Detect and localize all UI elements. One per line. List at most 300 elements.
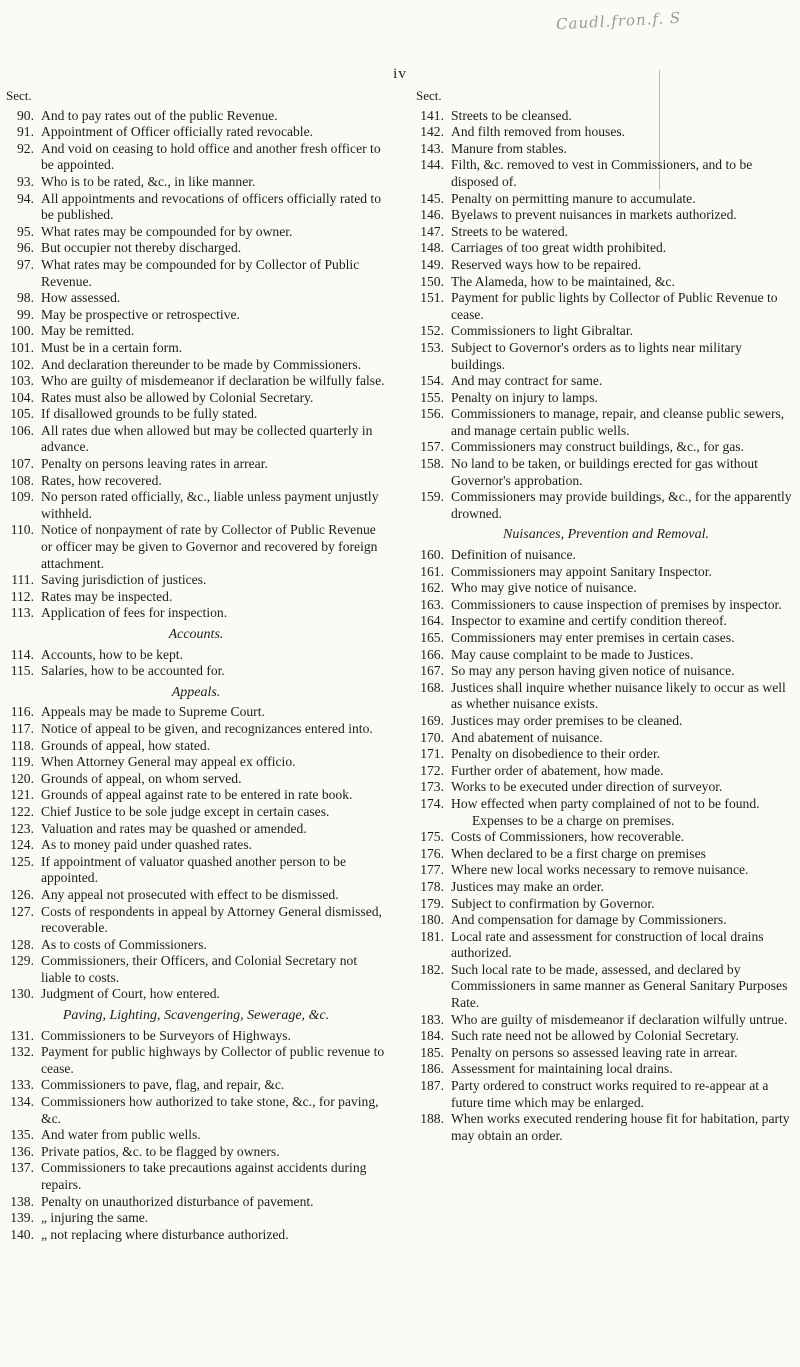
section-title: Such rate need not be allowed by Colonial Secretary.	[451, 1028, 739, 1044]
section-title: And abatement of nuisance.	[451, 729, 603, 745]
toc-entry	[416, 912, 796, 929]
section-number: 152.	[420, 323, 444, 339]
toc-entry	[416, 124, 796, 141]
section-title: No land to be taken, or buildings erected for gas without Governor's approbation.	[451, 456, 758, 488]
section-number: 138.	[10, 1193, 34, 1209]
section-title: Must be in a certain form.	[41, 339, 183, 355]
section-title: Costs of respondents in appeal by Attorney General dismissed, recoverable.	[41, 903, 382, 936]
section-number: 135.	[10, 1127, 34, 1143]
section-title: Who is to be rated, &c., in like manner.	[41, 173, 256, 189]
toc-entry	[6, 323, 386, 340]
section-title: Notice of appeal to be given, and recognizances entered into.	[41, 720, 373, 736]
section-title: Justices shall inquire whether nuisance likely to occur as well as whether nuisance exists.	[451, 679, 786, 712]
section-number: 137.	[10, 1160, 34, 1176]
section-title: Payment for public lights by Collector of Public Revenue to cease.	[451, 290, 778, 322]
section-number: 141.	[420, 107, 444, 123]
toc-entry	[6, 1028, 386, 1045]
section-title: Any appeal not prosecuted with effect to be dismissed.	[41, 886, 339, 902]
page-number: iv	[393, 66, 407, 82]
section-number: 102.	[10, 356, 34, 372]
toc-entry	[416, 439, 796, 456]
section-title: If appointment of valuator quashed another person to be appointed.	[41, 853, 347, 886]
section-number: 125.	[10, 853, 34, 869]
section-title: Where new local works necessary to remove nuisance.	[451, 862, 749, 878]
section-title: As to costs of Commissioners.	[41, 936, 207, 952]
toc-entry	[6, 108, 386, 125]
left-entries	[6, 108, 386, 1244]
section-number: 95.	[17, 223, 34, 239]
section-title: Who are guilty of misdemeanor if declaration be wilfully false.	[41, 373, 385, 389]
toc-entry	[416, 1028, 796, 1045]
section-number: 105.	[10, 406, 34, 422]
toc-entry	[6, 1194, 386, 1211]
section-number: 145.	[420, 190, 444, 206]
section-number: 144.	[420, 157, 444, 173]
toc-entry	[416, 1012, 796, 1029]
toc-entry	[6, 647, 386, 664]
section-title: The Alameda, how to be maintained, &c.	[451, 273, 675, 289]
toc-entry	[6, 240, 386, 257]
section-title: And filth removed from houses.	[451, 124, 626, 140]
section-number: 165.	[420, 630, 444, 645]
section-title: If disallowed grounds to be fully stated.	[41, 406, 258, 422]
toc-entry	[416, 846, 796, 863]
section-number: 146.	[420, 207, 444, 223]
section-title: „ injuring the same.	[41, 1210, 149, 1226]
section-number: 186.	[420, 1061, 444, 1077]
section-number: 115.	[10, 663, 34, 679]
section-title: Penalty on persons leaving rates in arrear.	[41, 456, 268, 472]
section-title: Commissioners to pave, flag, and repair, &c.	[41, 1077, 285, 1093]
toc-entry	[416, 680, 796, 713]
section-title: And may contract for same.	[451, 373, 603, 389]
section-title: What rates may be compounded for by owner.	[41, 223, 293, 239]
section-number: 153.	[420, 339, 444, 355]
section-number: 114.	[10, 646, 34, 662]
section-title: Commissioners may enter premises in certain cases.	[451, 630, 735, 645]
toc-entry	[416, 1111, 796, 1144]
toc-entry	[6, 1210, 386, 1227]
section-number: 187.	[420, 1078, 444, 1094]
section-number: 103.	[10, 373, 34, 389]
section-title: Grounds of appeal, how stated.	[41, 737, 211, 753]
section-title: Further order of abatement, how made.	[451, 762, 664, 778]
toc-entry	[416, 613, 796, 630]
toc-entry	[416, 141, 796, 158]
toc-entry	[6, 605, 386, 622]
toc-entry	[6, 357, 386, 374]
toc-entry	[6, 589, 386, 606]
section-number: 110.	[10, 522, 34, 538]
toc-entry	[416, 489, 796, 522]
section-number: 109.	[10, 489, 34, 505]
section-title: Appeals may be made to Supreme Court.	[41, 704, 265, 720]
section-title: Commissioners how authorized to take stone, &c., for paving, &c.	[41, 1094, 379, 1126]
toc-entry	[6, 904, 386, 937]
section-title: Grounds of appeal against rate to be entered in rate book.	[41, 787, 353, 803]
right-column	[416, 88, 796, 1144]
section-number: 173.	[420, 779, 444, 795]
section-title: „ not replacing where disturbance authorized.	[41, 1226, 289, 1242]
toc-entry	[6, 124, 386, 141]
toc-entry	[6, 473, 386, 490]
toc-entry	[6, 191, 386, 224]
section-title: What rates may be compounded for by Collector of Public Revenue.	[41, 256, 360, 289]
section-title: All rates due when allowed but may be collected quarterly in advance.	[41, 422, 373, 455]
section-title: Commissioners may provide buildings, &c., for the apparently drowned.	[451, 489, 792, 521]
toc-entry	[416, 191, 796, 208]
section-title: Who are guilty of misdemeanor if declaration wilfully untrue.	[451, 1011, 788, 1027]
section-title: Commissioners to cause inspection of premises by inspector.	[451, 596, 782, 612]
section-number: 171.	[420, 746, 444, 762]
toc-entry	[416, 564, 796, 581]
section-title: Inspector to examine and certify condition thereof.	[451, 613, 727, 629]
toc-entry	[6, 456, 386, 473]
section-title: Penalty on permitting manure to accumulate.	[451, 190, 696, 206]
section-number: 188.	[420, 1111, 444, 1127]
section-title: Payment for public highways by Collector of public revenue to cease.	[41, 1044, 385, 1076]
toc-entry	[416, 879, 796, 896]
toc-entry	[6, 390, 386, 407]
toc-entry	[416, 746, 796, 763]
section-number: 158.	[420, 456, 444, 472]
section-number: 108.	[10, 472, 34, 488]
section-header-label: Sect.	[6, 88, 32, 103]
section-number: 180.	[420, 912, 444, 928]
section-number: 107.	[10, 456, 34, 472]
toc-entry	[6, 290, 386, 307]
section-number: 117.	[10, 720, 34, 736]
section-title: So may any person having given notice of nuisance.	[451, 663, 735, 679]
toc-entry	[6, 721, 386, 738]
section-title: And void on ceasing to hold office and another fresh officer to be appointed.	[41, 140, 381, 173]
section-title: Subject to Governor's orders as to lights near military buildings.	[451, 339, 742, 372]
toc-entry	[416, 240, 796, 257]
section-title: Definition of nuisance.	[451, 547, 576, 563]
section-number: 106.	[10, 422, 34, 438]
section-number: 124.	[10, 837, 34, 853]
section-title: Such local rate to be made, assessed, and declared by Commissioners in same manner as General Sanitary Purposes Rate.	[451, 961, 788, 1011]
group-heading: Nuisances, Prevention and Removal.	[503, 527, 709, 543]
section-number: 96.	[17, 240, 34, 256]
section-number: 162.	[420, 580, 444, 596]
section-title: Application of fees for inspection.	[41, 605, 228, 621]
section-title: Commissioners may construct buildings, &c., for gas.	[451, 439, 744, 455]
section-number: 119.	[10, 754, 34, 770]
toc-entry	[6, 821, 386, 838]
section-title: Who may give notice of nuisance.	[451, 580, 637, 596]
section-title: Assessment for maintaining local drains.	[451, 1061, 673, 1077]
section-number: 155.	[420, 389, 444, 405]
section-title: Rates may be inspected.	[41, 588, 173, 604]
handwritten-annotation: Caudl.fron.f. S	[555, 8, 682, 34]
section-number: 120.	[10, 770, 34, 786]
section-title: No person rated officially, &c., liable unless payment unjustly withheld.	[41, 489, 379, 521]
toc-entry	[6, 754, 386, 771]
toc-entry	[6, 937, 386, 954]
section-title: And declaration thereunder to be made by Commissioners.	[41, 356, 362, 372]
toc-entry	[416, 713, 796, 730]
section-title: Costs of Commissioners, how recoverable.	[451, 829, 685, 845]
section-number: 177.	[420, 862, 444, 878]
toc-entry	[416, 406, 796, 439]
section-number: 163.	[420, 596, 444, 612]
toc-entry	[416, 257, 796, 274]
toc-entry	[6, 572, 386, 589]
section-title: Saving jurisdiction of justices.	[41, 572, 207, 588]
section-title: Commissioners, their Officers, and Colonial Secretary not liable to costs.	[41, 953, 358, 985]
section-number: 185.	[420, 1044, 444, 1060]
section-number: 134.	[10, 1094, 34, 1110]
section-number: 136.	[10, 1143, 34, 1159]
section-title: Chief Justice to be sole judge except in certain cases.	[41, 803, 330, 819]
section-number: 140.	[10, 1226, 34, 1242]
section-number: 131.	[10, 1027, 34, 1043]
section-number: 94.	[17, 190, 34, 206]
section-number: 166.	[420, 646, 444, 662]
section-title: Penalty on injury to lamps.	[451, 389, 598, 405]
section-number: 168.	[420, 679, 444, 695]
right-entries	[416, 108, 796, 1145]
toc-entry	[416, 962, 796, 1012]
toc-entry	[416, 547, 796, 564]
section-title: Accounts, how to be kept.	[41, 646, 183, 662]
section-number: 93.	[17, 173, 34, 189]
toc-entry	[6, 257, 386, 290]
toc-entry	[416, 290, 796, 323]
toc-entry	[6, 837, 386, 854]
section-title: How effected when party complained of not to be found.	[451, 795, 760, 811]
section-number: 91.	[17, 124, 34, 140]
section-title: May be prospective or retrospective.	[41, 306, 240, 322]
toc-entry	[416, 207, 796, 224]
toc-entry	[416, 630, 796, 647]
section-number: 151.	[420, 290, 444, 306]
section-number: 181.	[420, 928, 444, 944]
section-title: When Attorney General may appeal ex officio.	[41, 754, 296, 770]
toc-entry	[6, 522, 386, 572]
toc-entry	[6, 224, 386, 241]
toc-entry	[6, 174, 386, 191]
group-heading: Appeals.	[171, 684, 221, 700]
section-title: Rates must also be allowed by Colonial Secretary.	[41, 389, 314, 405]
left-column	[6, 88, 386, 1243]
section-title: Salaries, how to be accounted for.	[41, 663, 225, 679]
toc-entry	[416, 796, 796, 813]
toc-entry	[6, 1160, 386, 1193]
section-title: Notice of nonpayment of rate by Collector of Public Revenue or officer may be given to Governor and recovered by foreign attachment.	[41, 522, 378, 571]
section-title: Reserved ways how to be repaired.	[451, 256, 642, 272]
toc-entry	[416, 157, 796, 190]
section-title: Commissioners to light Gibraltar.	[451, 323, 633, 339]
section-number: 182.	[420, 961, 444, 977]
section-number: 149.	[420, 256, 444, 272]
toc-entry	[416, 323, 796, 340]
toc-entry	[416, 730, 796, 747]
toc-entry	[416, 1061, 796, 1078]
section-number: 169.	[420, 712, 444, 728]
section-title: Commissioners to manage, repair, and cleanse public sewers, and manage certain public wells.	[451, 406, 785, 438]
section-title: Commissioners may appoint Sanitary Inspector.	[451, 563, 712, 579]
section-number: 97.	[17, 256, 34, 272]
section-number: 161.	[420, 563, 444, 579]
section-number: 128.	[10, 936, 34, 952]
section-number: 176.	[420, 845, 444, 861]
toc-entry	[6, 1127, 386, 1144]
toc-entry	[6, 406, 386, 423]
section-number: 133.	[10, 1077, 34, 1093]
toc-entry	[6, 986, 386, 1003]
section-number: 99.	[17, 306, 34, 322]
toc-entry	[416, 224, 796, 241]
toc-entry	[6, 771, 386, 788]
section-number: 118.	[10, 737, 34, 753]
toc-entry	[6, 1094, 386, 1127]
toc-entry	[6, 704, 386, 721]
section-title: And water from public wells.	[41, 1127, 201, 1143]
section-title: May be remitted.	[41, 323, 135, 339]
section-number: 184.	[420, 1028, 444, 1044]
section-title: All appointments and revocations of officers officially rated to be published.	[41, 190, 381, 223]
section-number: 147.	[420, 223, 444, 239]
section-number: 100.	[10, 323, 34, 339]
toc-entry	[416, 580, 796, 597]
section-title: Party ordered to construct works required to re-appear at a future time which may be enlarged.	[451, 1078, 769, 1110]
section-number: 159.	[420, 489, 444, 505]
section-number: 127.	[10, 903, 34, 919]
section-number: 183.	[420, 1011, 444, 1027]
section-title: May cause complaint to be made to Justices.	[451, 646, 694, 662]
section-title: Carriages of too great width prohibited.	[451, 240, 667, 256]
toc-entry	[416, 274, 796, 291]
section-title: Streets to be watered.	[451, 223, 569, 239]
toc-entry	[6, 854, 386, 887]
section-title: Rates, how recovered.	[41, 472, 162, 488]
section-title: And compensation for damage by Commissioners.	[451, 912, 727, 928]
section-number: 179.	[420, 895, 444, 911]
toc-entry	[6, 423, 386, 456]
toc-entry	[416, 1078, 796, 1111]
section-title: Local rate and assessment for construction of local drains authorized.	[451, 928, 764, 961]
section-number: 101.	[10, 339, 34, 355]
section-title: Justices may make an order.	[451, 878, 604, 894]
section-number: 116.	[10, 704, 34, 720]
section-number: 122.	[10, 803, 34, 819]
toc-entry	[6, 804, 386, 821]
section-number: 132.	[10, 1044, 34, 1060]
section-number: 139.	[10, 1210, 34, 1226]
toc-entry	[416, 456, 796, 489]
section-title: When works executed rendering house fit for habitation, party may obtain an order.	[451, 1111, 790, 1143]
toc-entry	[6, 489, 386, 522]
toc-entry	[416, 647, 796, 664]
section-number: 143.	[420, 140, 444, 156]
section-number: 123.	[10, 820, 34, 836]
toc-entry	[6, 340, 386, 357]
section-number: 164.	[420, 613, 444, 629]
toc-entry	[6, 787, 386, 804]
section-number: 175.	[420, 829, 444, 845]
toc-entry	[6, 953, 386, 986]
toc-entry	[416, 763, 796, 780]
section-number: 111.	[11, 572, 34, 588]
section-title: Subject to confirmation by Governor.	[451, 895, 655, 911]
section-number: 150.	[420, 273, 444, 289]
section-title: Appointment of Officer officially rated revocable.	[41, 124, 314, 140]
section-title: Manure from stables.	[451, 140, 567, 156]
section-title: Streets to be cleansed.	[451, 107, 572, 123]
section-title: How assessed.	[41, 290, 121, 306]
toc-entry	[6, 738, 386, 755]
section-title: Penalty on disobedience to their order.	[451, 746, 661, 762]
section-number: 157.	[420, 439, 444, 455]
toc-entry	[416, 829, 796, 846]
section-number: 90.	[17, 107, 34, 123]
section-number: 156.	[420, 406, 444, 422]
section-number: 174.	[420, 795, 444, 811]
group-heading: Paving, Lighting, Scavengering, Sewerage, &c.	[62, 1008, 330, 1024]
section-title: Works to be executed under direction of surveyor.	[451, 779, 723, 795]
toc-entry	[6, 887, 386, 904]
section-title: Byelaws to prevent nuisances in markets authorized.	[451, 207, 737, 223]
section-title: Justices may order premises to be cleaned.	[451, 712, 683, 728]
toc-entry	[416, 597, 796, 614]
toc-entry	[416, 390, 796, 407]
toc-entry	[416, 779, 796, 796]
section-title: And to pay rates out of the public Revenue.	[41, 107, 278, 123]
toc-entry	[416, 108, 796, 125]
section-title: Commissioners to take precautions against accidents during repairs.	[41, 1160, 367, 1192]
group-heading: Accounts.	[168, 627, 224, 642]
section-title: Grounds of appeal, on whom served.	[41, 770, 242, 786]
toc-entry	[6, 141, 386, 174]
section-number: 129.	[10, 953, 34, 969]
toc-entry	[416, 862, 796, 879]
section-number: 104.	[10, 389, 34, 405]
section-title: Judgment of Court, how entered.	[41, 986, 220, 1002]
toc-entry	[6, 307, 386, 324]
section-number: 167.	[420, 663, 444, 679]
section-number: 121.	[10, 787, 34, 803]
toc-entry	[416, 1045, 796, 1062]
section-number: 160.	[420, 547, 444, 563]
toc-entry	[416, 929, 796, 962]
section-title: Penalty on persons so assessed leaving rate in arrear.	[451, 1044, 738, 1060]
toc-entry	[416, 373, 796, 390]
section-number: 142.	[420, 124, 444, 140]
section-number: 126.	[10, 886, 34, 902]
section-number: 92.	[17, 140, 34, 156]
section-title: Filth, &c. removed to vest in Commissioners, and to be disposed of.	[451, 157, 753, 189]
section-title: Commissioners to be Surveyors of Highways.	[41, 1027, 291, 1043]
section-number: 113.	[10, 605, 34, 621]
section-number: 178.	[420, 878, 444, 894]
toc-entry	[416, 896, 796, 913]
section-number: 172.	[420, 762, 444, 778]
section-number: 130.	[10, 986, 34, 1002]
section-title: As to money paid under quashed rates.	[41, 837, 253, 853]
toc-entry	[6, 1044, 386, 1077]
section-number: 154.	[420, 373, 444, 389]
section-number: 148.	[420, 240, 444, 256]
section-title: But occupier not thereby discharged.	[41, 240, 242, 256]
section-number: 112.	[10, 588, 34, 604]
toc-entry	[416, 340, 796, 373]
toc-entry	[6, 1144, 386, 1161]
section-title: When declared to be a first charge on premises	[451, 845, 706, 861]
section-title: Valuation and rates may be quashed or amended.	[41, 820, 307, 836]
toc-entry	[6, 1077, 386, 1094]
